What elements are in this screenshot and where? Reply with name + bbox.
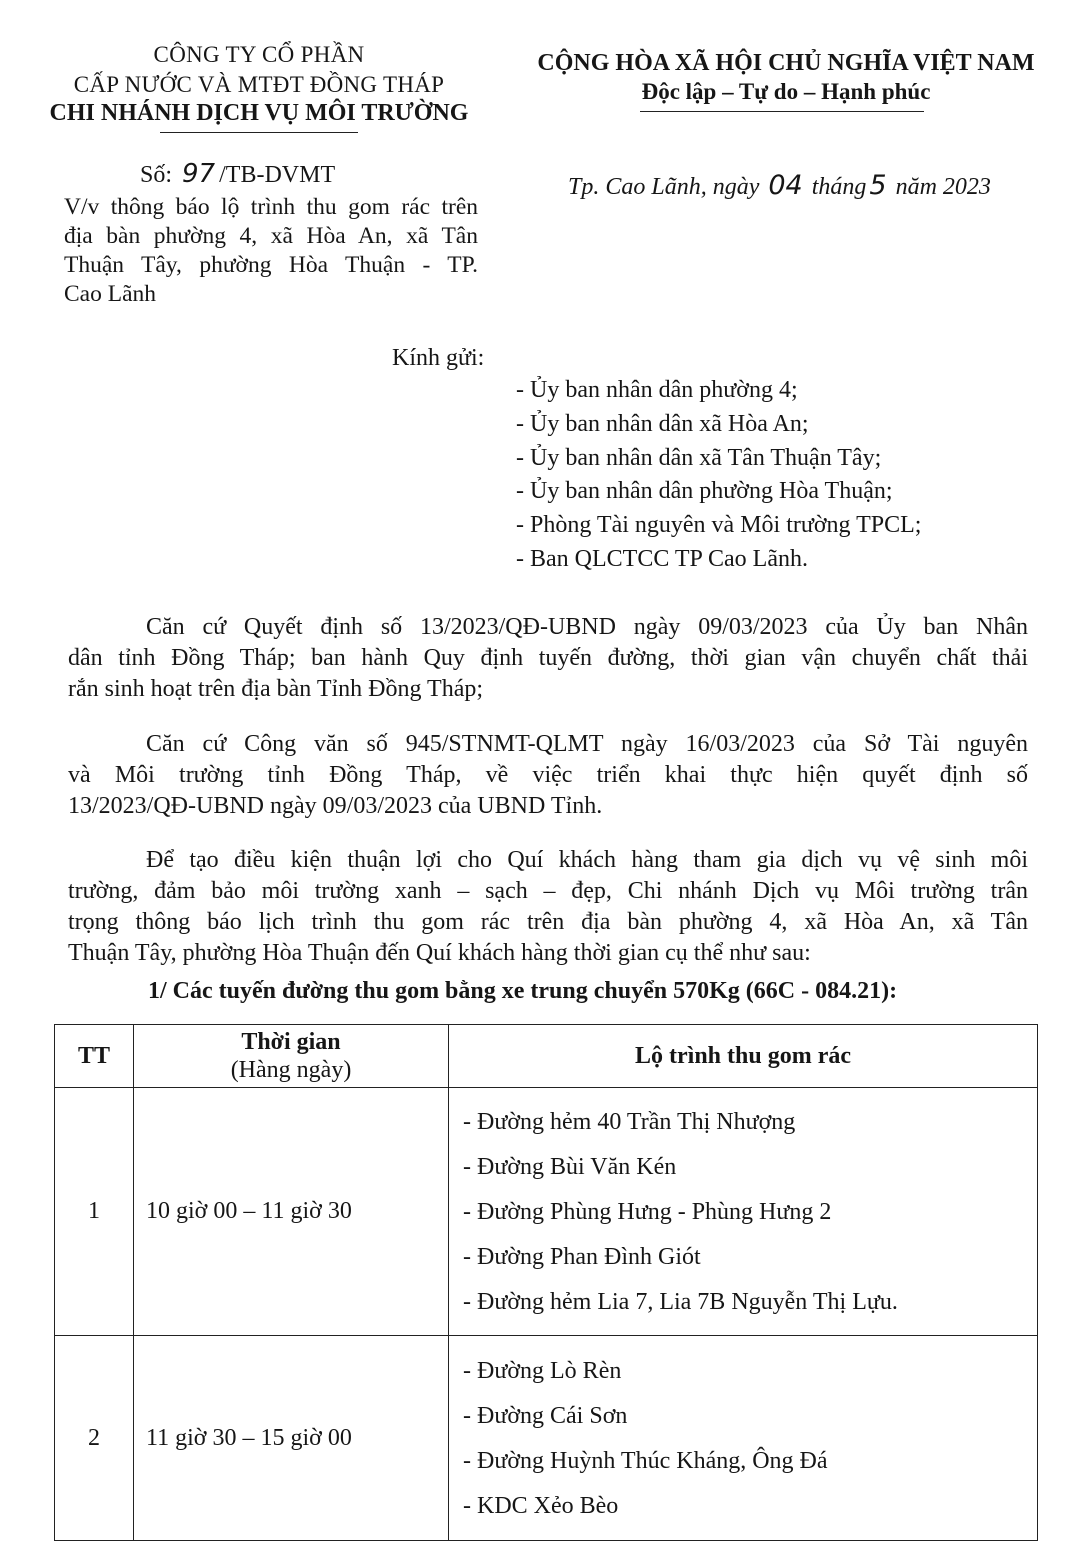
paragraph-line: trường, đảm bảo môi trường xanh – sạch – đẹp, Chi nhánh Dịch vụ Môi trường trân [68, 878, 1028, 904]
cell-route [449, 1336, 1038, 1541]
recipient-item: - Ủy ban nhân dân phường 4; [516, 377, 798, 403]
paragraph-line: trọng thông báo lịch trình thu gom rác trên địa bàn phường 4, xã Hòa An, xã Tân [68, 909, 1028, 935]
paragraph-line: Căn cứ Quyết định số 13/2023/QĐ-UBND ngày 09/03/2023 của Ủy ban Nhân [146, 614, 1028, 640]
document-number-handwritten: 97 [182, 159, 216, 189]
route-stop: - KDC Xẻo Bèo [463, 1493, 619, 1519]
recipient-item: - Ban QLCTCC TP Cao Lãnh. [516, 545, 808, 572]
cell-time: 10 giờ 00 – 11 giờ 30 [134, 1088, 449, 1336]
date-month-handwritten: 5 [869, 170, 887, 201]
paragraph-line: rắn sinh hoạt trên địa bàn Tỉnh Đồng Tháp; [68, 676, 484, 702]
cell-tt: 1 [55, 1088, 134, 1336]
route-stop: - Đường Huỳnh Thúc Kháng, Ông Đá [463, 1448, 828, 1474]
header-time-label: Thời gian [241, 1029, 341, 1055]
header-tt: TT [55, 1025, 134, 1088]
paragraph-line: dân tỉnh Đồng Tháp; ban hành Quy định tuyến đường, thời gian vận chuyển chất thải [68, 645, 1028, 671]
greeting: Kính gửi: [392, 345, 485, 371]
body-paragraph-official-letter [68, 729, 1028, 822]
table-row [55, 1088, 1038, 1336]
cell-time: 11 giờ 30 – 15 giờ 00 [134, 1336, 449, 1541]
route-stop: - Đường hẻm 40 Trần Thị Nhượng [463, 1109, 796, 1135]
branch-name: CHI NHÁNH DỊCH VỤ MÔI TRƯỜNG [49, 100, 469, 126]
date-day-handwritten: 04 [768, 170, 803, 201]
subject-line: V/v thông báo lộ trình thu gom rác trên [64, 194, 478, 220]
document-number-prefix: Số: [140, 162, 173, 188]
route-stop: - Đường Cái Sơn [463, 1403, 628, 1429]
body-paragraph-decision [68, 612, 1028, 705]
date-month-label: tháng [811, 174, 867, 200]
header-time-sub: (Hàng ngày) [230, 1057, 352, 1083]
document-number [140, 159, 335, 189]
date-year: năm 2023 [895, 174, 991, 200]
header-route: Lộ trình thu gom rác [449, 1025, 1038, 1088]
recipient-item: - Ủy ban nhân dân phường Hòa Thuận; [516, 478, 893, 505]
recipient-item: - Ủy ban nhân dân xã Hòa An; [516, 410, 809, 437]
header-left-underline [160, 132, 358, 133]
paragraph-line: và Môi trường tỉnh Đồng Tháp, về việc triển khai thực hiện quyết định số [68, 762, 1028, 788]
document-date [568, 170, 991, 201]
route-stop: - Đường Lò Rèn [463, 1358, 622, 1384]
document-number-suffix: /TB-DVMT [219, 162, 336, 188]
paragraph-line: 13/2023/QĐ-UBND ngày 09/03/2023 của UBND Tỉnh. [68, 793, 603, 819]
national-title: CỘNG HÒA XÃ HỘI CHỦ NGHĨA VIỆT NAM [537, 50, 1035, 76]
collection-route-table [54, 1024, 1038, 1541]
route-stop: - Đường hẻm Lia 7, Lia 7B Nguyễn Thị Lựu. [463, 1289, 898, 1315]
paragraph-line: Thuận Tây, phường Hòa Thuận đến Quí khách hàng thời gian cụ thể như sau: [68, 940, 811, 966]
recipient-item: - Phòng Tài nguyên và Môi trường TPCL; [516, 512, 922, 539]
subject-line: địa bàn phường 4, xã Hòa An, xã Tân [64, 223, 478, 249]
date-prefix: Tp. Cao Lãnh, ngày [568, 174, 760, 200]
paragraph-line: Để tạo điều kiện thuận lợi cho Quí khách hàng tham gia dịch vụ vệ sinh môi [146, 847, 1028, 873]
route-stop: - Đường Phùng Hưng - Phùng Hưng 2 [463, 1199, 832, 1225]
route-stop: - Đường Bùi Văn Kén [463, 1154, 677, 1180]
recipient-list [516, 374, 921, 577]
paragraph-line: Căn cứ Công văn số 945/STNMT-QLMT ngày 16/03/2023 của Sở Tài nguyên [146, 731, 1028, 757]
route-stop: - Đường Phan Đình Giót [463, 1244, 701, 1270]
table-header-row [55, 1025, 1038, 1088]
subject-line: Thuận Tây, phường Hòa Thuận - TP. [64, 252, 478, 278]
company-name-line2: CẤP NƯỚC VÀ MTĐT ĐỒNG THÁP [73, 72, 445, 97]
cell-route [449, 1088, 1038, 1336]
cell-tt: 2 [55, 1336, 134, 1541]
header-right-underline [640, 111, 924, 112]
table-row [55, 1336, 1038, 1541]
section-title: 1/ Các tuyến đường thu gom bằng xe trung chuyển 570Kg (66C - 084.21): [148, 978, 898, 1004]
recipient-item: - Ủy ban nhân dân xã Tân Thuận Tây; [516, 444, 882, 471]
header-time [134, 1025, 449, 1088]
national-motto: Độc lập – Tự do – Hạnh phúc [641, 79, 931, 104]
company-name-line1: CÔNG TY CỔ PHẦN [153, 42, 365, 67]
subject-line: Cao Lãnh [64, 281, 157, 307]
body-paragraph-announcement [68, 845, 1028, 969]
document-subject [64, 193, 478, 309]
